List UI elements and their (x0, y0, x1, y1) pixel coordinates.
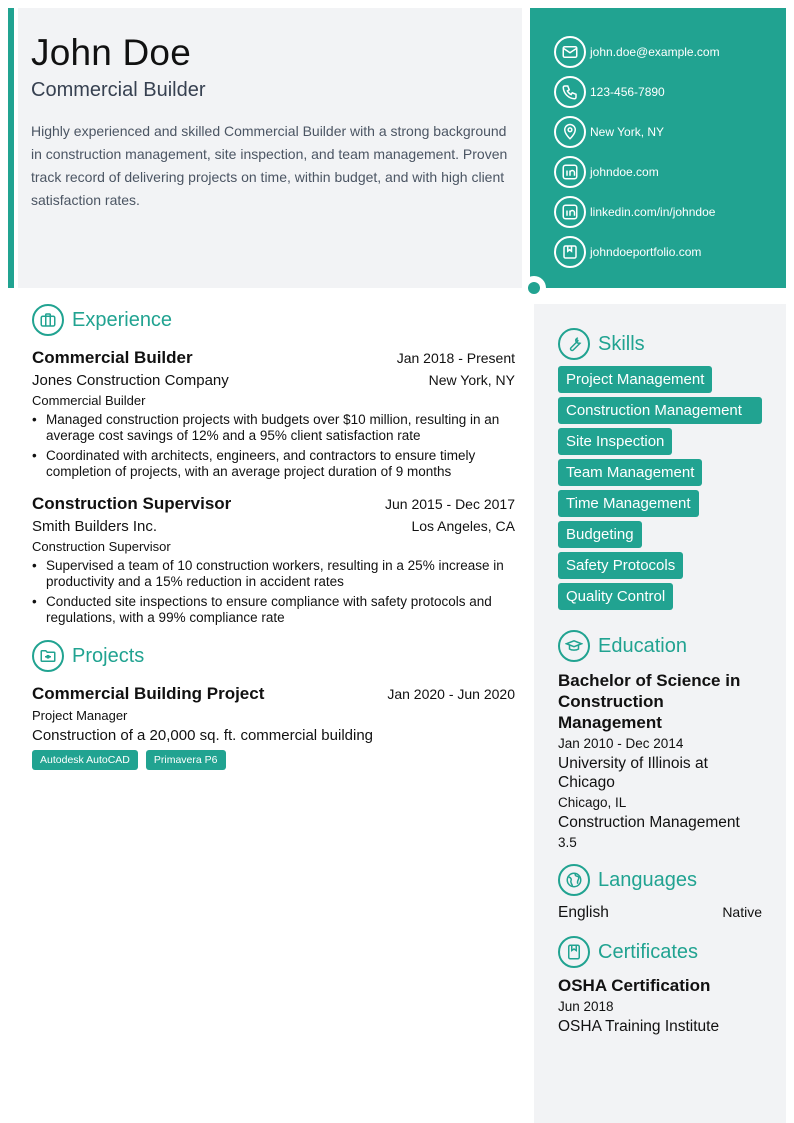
skill-list (558, 366, 762, 610)
project-item (32, 684, 515, 770)
folder-icon (32, 640, 64, 672)
job-title: Construction Supervisor (32, 494, 232, 513)
education-location: Chicago, IL (558, 795, 627, 810)
contact-website[interactable] (554, 152, 786, 192)
header-panel (18, 8, 522, 288)
skill-chip: Time Management (558, 490, 699, 517)
main-column (32, 304, 515, 770)
language-name: English (558, 904, 609, 921)
contact-website-text: johndoe.com (590, 165, 659, 179)
location-pin-icon (554, 116, 586, 148)
linkedin-icon (554, 156, 586, 188)
job-role: Construction Supervisor (32, 539, 171, 554)
skill-chip: Quality Control (558, 583, 673, 610)
contact-location-text: New York, NY (590, 125, 665, 139)
certificates-heading (558, 936, 762, 968)
certificate-date: Jun 2018 (558, 999, 614, 1014)
graduation-cap-icon (558, 630, 590, 662)
experience-item (32, 348, 515, 480)
job-bullet: • Supervised a team of 10 construction workers, resulting in a 25% increase in productivity and a 15% reduction in accident rates (32, 558, 515, 590)
contact-linkedin[interactable] (554, 192, 786, 232)
job-bullet: • Managed construction projects with budgets over $10 million, resulting in an average cost savings of 12% and a 95% client satisfaction rate (32, 412, 515, 444)
skills-heading (558, 328, 762, 360)
header-accent-bar (8, 8, 14, 288)
experience-label: Experience (72, 308, 173, 331)
education-dates: Jan 2010 - Dec 2014 (558, 736, 684, 751)
project-dates: Jan 2020 - Jun 2020 (387, 686, 515, 702)
job-dates: Jan 2018 - Present (396, 350, 515, 366)
job-dates: Jun 2015 - Dec 2017 (385, 496, 515, 512)
skill-chip: Team Management (558, 459, 702, 486)
job-title: Commercial Builder (32, 348, 193, 367)
education-label: Education (598, 634, 687, 657)
language-level: Native (722, 904, 762, 920)
projects-label: Projects (72, 644, 145, 667)
education-gpa: 3.5 (558, 835, 577, 850)
language-item (558, 904, 762, 922)
project-tags (32, 750, 515, 770)
linkedin-icon (554, 196, 586, 228)
skills-label: Skills (598, 332, 645, 355)
phone-icon (554, 76, 586, 108)
education-heading (558, 630, 762, 662)
contact-location (554, 112, 786, 152)
job-location: Los Angeles, CA (411, 518, 515, 534)
header-notch-dot (528, 282, 540, 294)
certificate-issuer: OSHA Training Institute (558, 1018, 720, 1035)
sidebar-column (558, 328, 762, 1036)
languages-label: Languages (598, 868, 697, 891)
contact-email[interactable] (554, 32, 786, 72)
mail-icon (554, 36, 586, 68)
job-bullet: • Conducted site inspections to ensure compliance with safety protocols and regulations, with a 99% compliance rate (32, 594, 515, 626)
contact-email-text: john.doe@example.com (590, 45, 720, 59)
experience-heading (32, 304, 515, 336)
skill-chip: Project Management (558, 366, 712, 393)
job-role: Commercial Builder (32, 393, 146, 408)
job-bullets (32, 412, 515, 480)
education-school: University of Illinois at Chicago (558, 755, 708, 791)
briefcase-icon (32, 304, 64, 336)
contact-portfolio[interactable] (554, 232, 786, 272)
candidate-title: Commercial Builder (31, 78, 206, 101)
project-role: Project Manager (32, 708, 128, 723)
skill-chip: Budgeting (558, 521, 642, 548)
project-tag: Autodesk AutoCAD (32, 750, 138, 770)
project-description: Construction of a 20,000 sq. ft. commercial building (32, 727, 374, 744)
education-field: Construction Management (558, 814, 740, 831)
skill-chip: Safety Protocols (558, 552, 683, 579)
skill-chip: Site Inspection (558, 428, 672, 455)
certificate-name: OSHA Certification (558, 976, 711, 995)
contact-phone[interactable] (554, 72, 786, 112)
project-tag: Primavera P6 (146, 750, 226, 770)
candidate-name: John Doe (31, 32, 191, 73)
skill-chip: Construction Management (558, 397, 762, 424)
contact-phone-text: 123-456-7890 (590, 85, 665, 99)
summary-text: Highly experienced and skilled Commercial Builder with a strong background in construction management, site inspection, and team management. Proven track record of delivering projects on time, within budget, and with high client satisfaction rates. (31, 122, 508, 208)
job-bullet: • Coordinated with architects, engineers, and contractors to ensure timely completion of projects, with an average project duration of 9 months (32, 448, 515, 480)
portfolio-icon (554, 236, 586, 268)
projects-heading (32, 640, 515, 672)
globe-icon (558, 864, 590, 896)
contact-linkedin-text: linkedin.com/in/johndoe (590, 205, 716, 219)
languages-heading (558, 864, 762, 896)
job-company: Smith Builders Inc. (32, 518, 158, 535)
education-degree: Bachelor of Science in Construction Management (558, 671, 741, 732)
certificates-label: Certificates (598, 940, 699, 963)
job-bullets (32, 558, 515, 626)
experience-item (32, 494, 515, 626)
job-company: Jones Construction Company (32, 372, 229, 389)
certificate-icon (558, 936, 590, 968)
contact-portfolio-text: johndoeportfolio.com (590, 245, 702, 259)
job-location: New York, NY (428, 372, 515, 388)
wrench-icon (558, 328, 590, 360)
project-title: Commercial Building Project (32, 684, 265, 703)
contact-panel (530, 8, 786, 288)
